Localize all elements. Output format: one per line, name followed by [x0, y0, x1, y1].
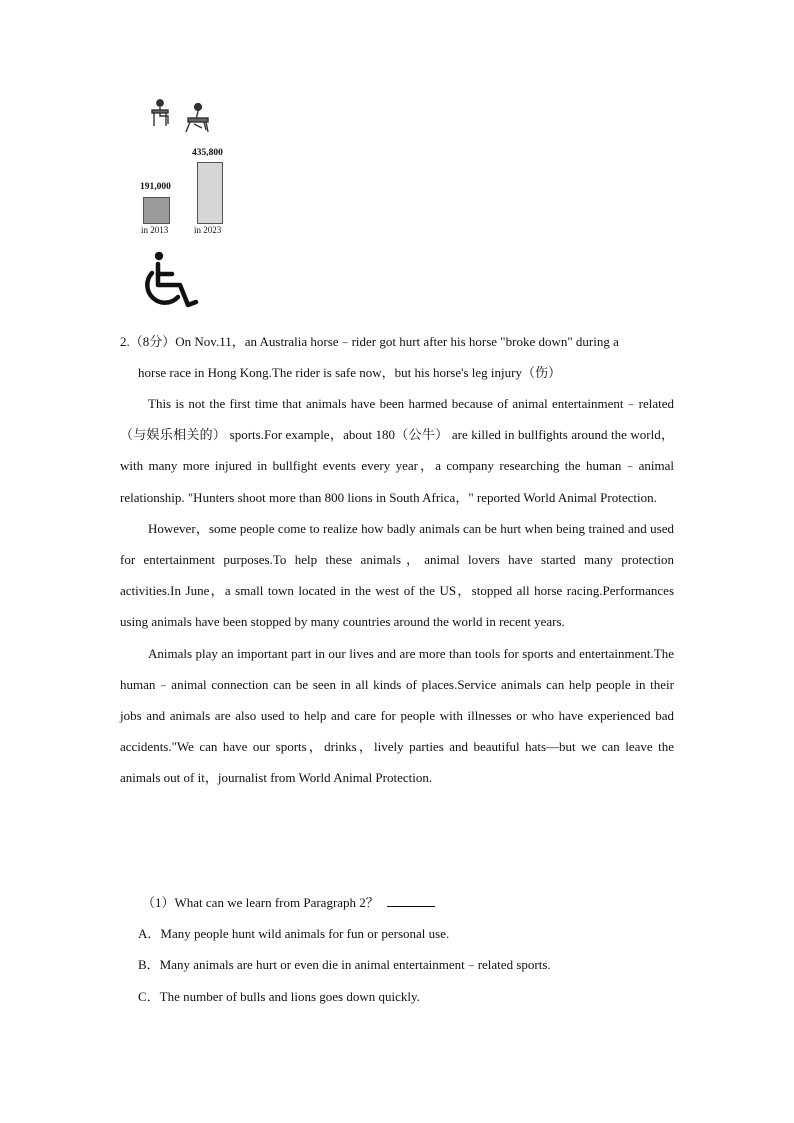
bar-year-label: in 2023	[194, 225, 222, 235]
option-b[interactable]: B．Many animals are hurt or even die in animal entertainment﹣related sports.	[138, 957, 551, 973]
people-at-desks-icon	[150, 98, 230, 134]
paragraph-2: This is not the first time that animals have been harmed because of animal entertainment﹣related（与娱乐相关的） sports.For example，about 180（公牛） are killed in bullfights around the world，with many more injured in bullfight events every year，a company researching the human﹣animal relationship. "Hunters shoot more than 800 lions in South Africa，" reported World Animal Protection.	[120, 396, 674, 505]
desk-figure-icon	[186, 104, 208, 132]
paragraph-4: Animals play an important part in our lives and are more than tools for sports and entertainment.The human﹣animal connection can be seen in all kinds of places.Service animals can help people in their jobs and animals are also used to help and care for people with illnesses or who have experienced bad accidents."We can have our sports，drinks，lively parties and beautiful hats—but we can leave the animals out of it，journalist from World Animal Protection.	[120, 645, 674, 786]
option-c[interactable]: C．The number of bulls and lions goes down quickly.	[138, 988, 420, 1004]
statistics-figure	[130, 92, 240, 322]
sub-question-stem-text: （1）What can we learn from Paragraph 2？	[142, 895, 379, 910]
bar-year-label: in 2013	[141, 225, 169, 235]
passage	[120, 388, 674, 794]
sub-question-stem	[120, 887, 674, 918]
sitting-figure-icon	[152, 100, 168, 126]
sub-question-1	[120, 887, 674, 1012]
question-intro-text: On Nov.11，an Australia horse﹣rider got hurt after his horse "broke down" during a	[175, 334, 619, 349]
wheelchair-icon	[138, 249, 202, 313]
bar-value-label: 435,800	[192, 148, 223, 158]
bar-2013	[143, 197, 170, 224]
answer-blank[interactable]	[387, 896, 435, 907]
question-header	[120, 326, 674, 388]
bar-2023	[197, 162, 223, 224]
question-line-2: horse race in Hong Kong.The rider is safe now，but his horse's leg injury（伤）	[138, 365, 561, 381]
question-number: 2.（8分）	[120, 334, 176, 349]
bar-value-label: 191,000	[140, 182, 171, 192]
option-a[interactable]: A．Many people hunt wild animals for fun or personal use.	[138, 926, 450, 942]
question-line-1	[120, 326, 674, 357]
paragraph-3: However，some people come to realize how badly animals can be hurt when being trained and used for entertainment purposes.To help these animals，animal lovers have started many protection activities.In June，a small town located in the west of the US，stopped all horse racing.Performances using animals have been stopped by many countries around the world in recent years.	[120, 520, 674, 630]
